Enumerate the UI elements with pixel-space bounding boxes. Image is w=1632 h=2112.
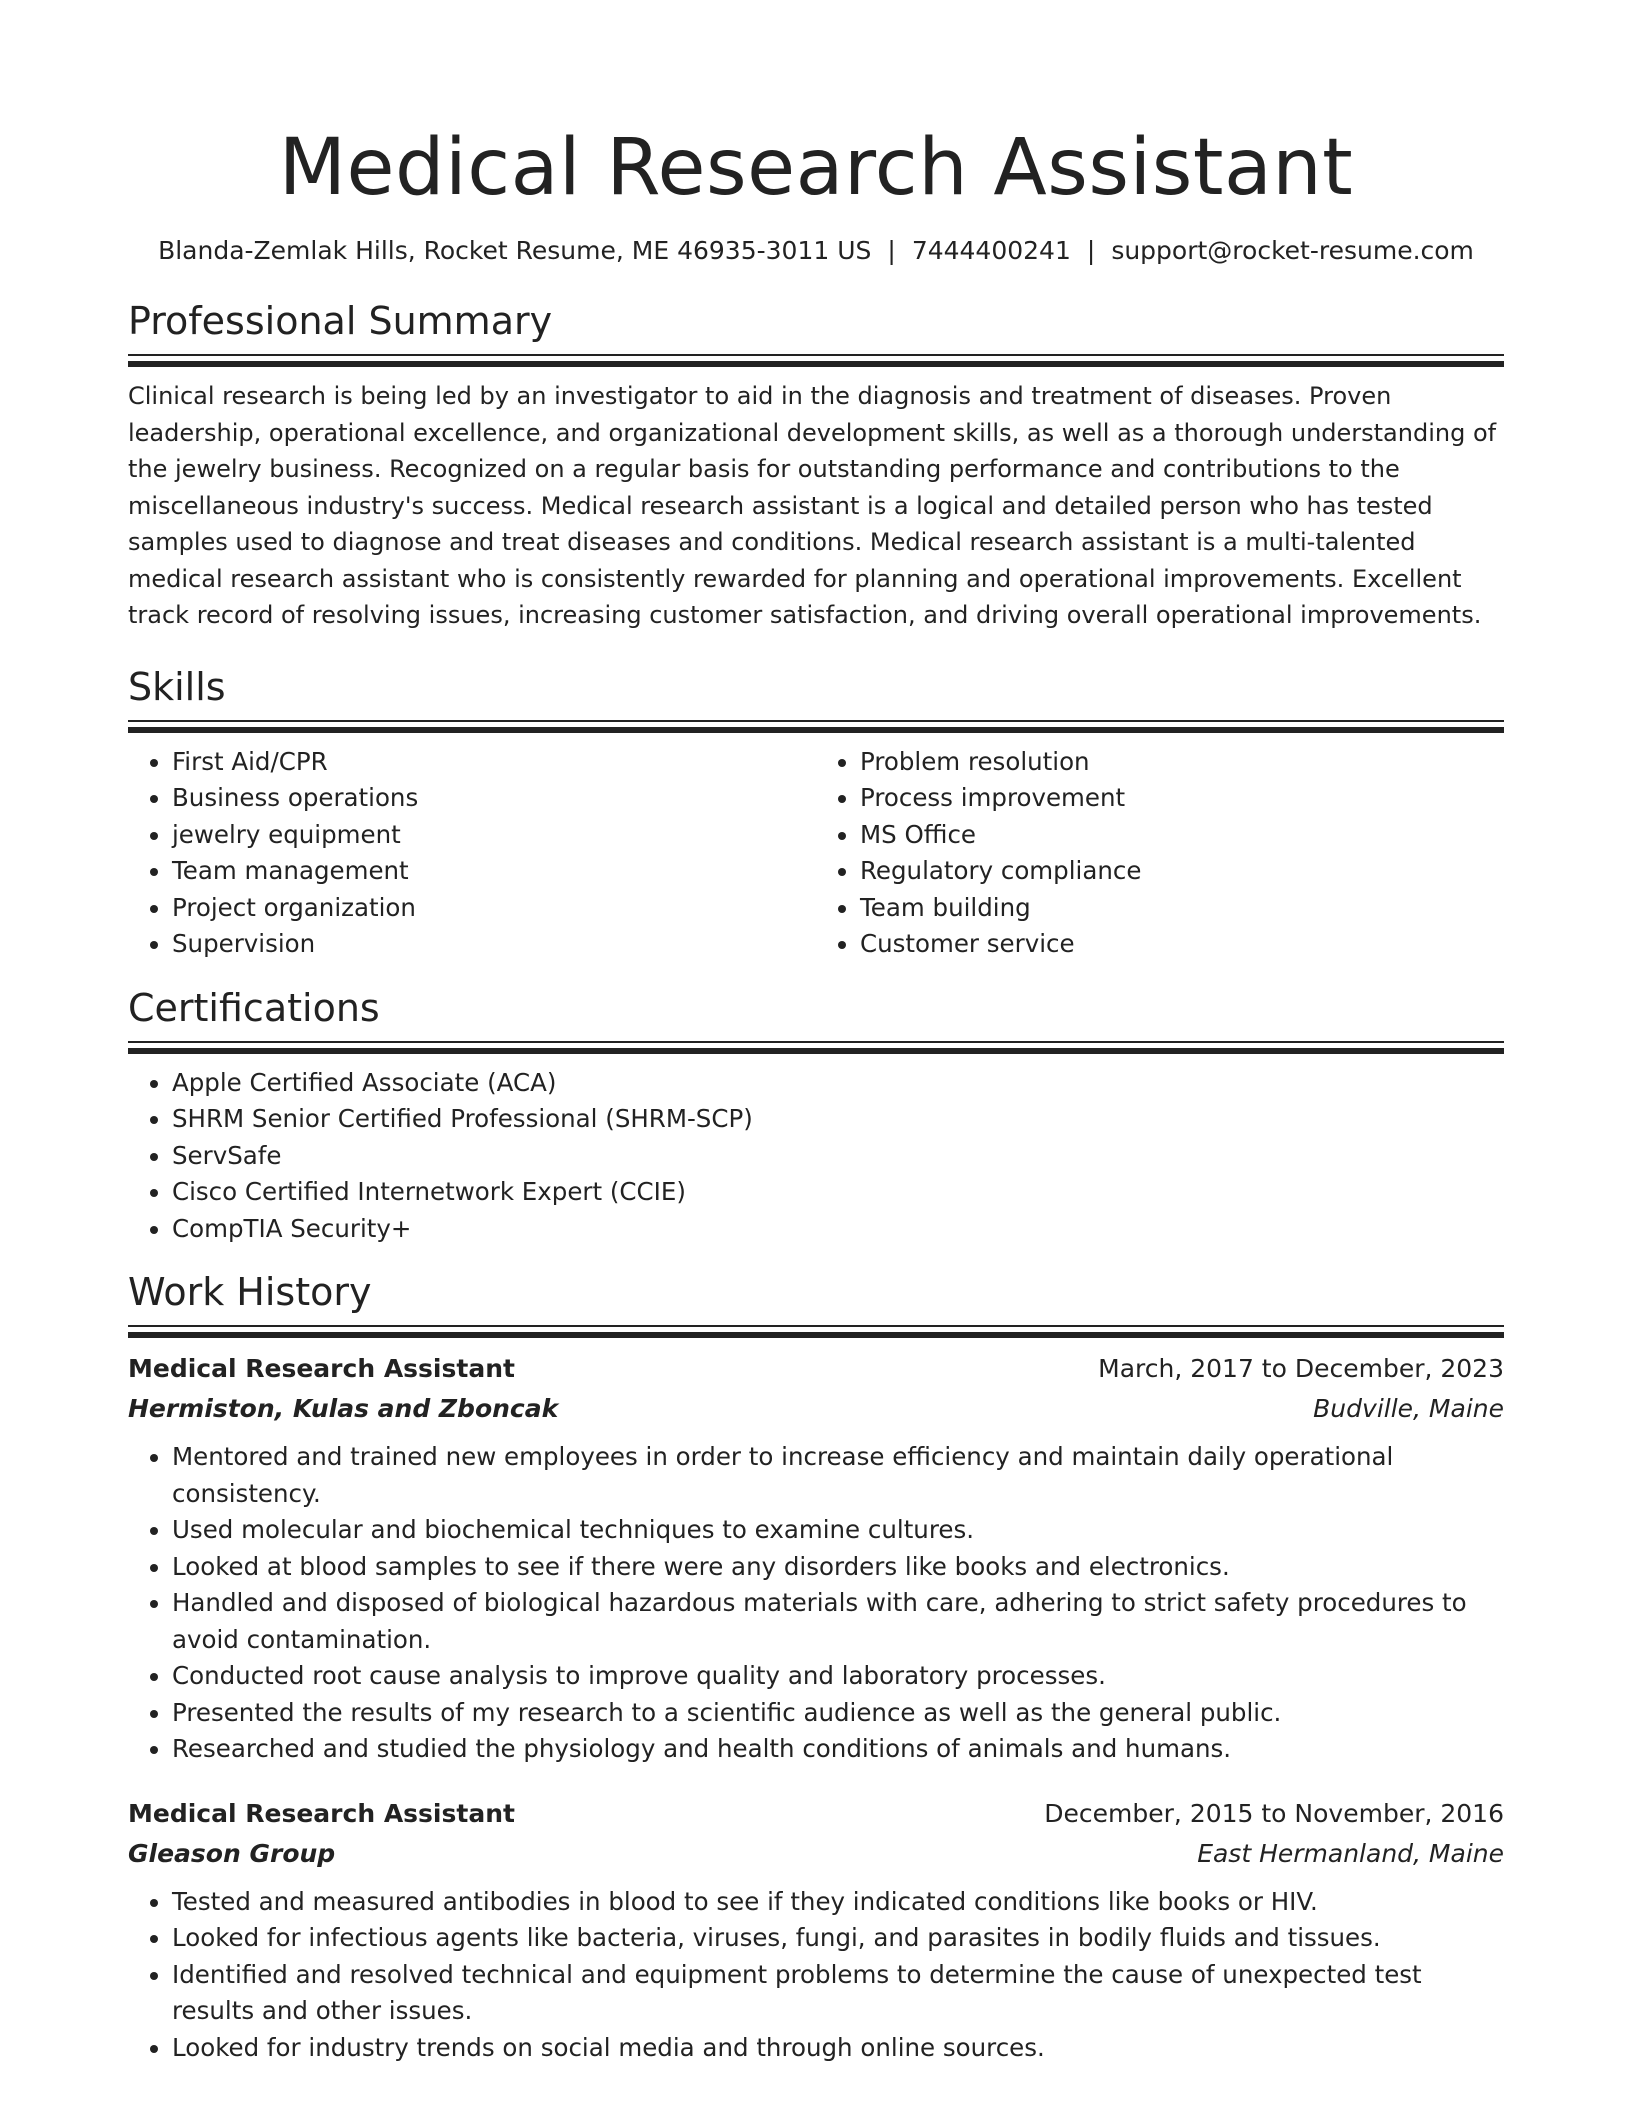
section-divider [128,1325,1504,1337]
skill-item: • MS Office [860,817,1504,854]
job-bullet: • Looked for industry trends on social media and through online sources. [172,2030,1504,2067]
skill-item: • Supervision [172,926,816,963]
summary-text: Clinical research is being led by an investigator to aid in the diagnosis and treatment of diseases. Proven leadership, operational excellence, and organizational development skills, as well as a thorough understanding of the jewelry business. Recognized on a regular basis for outstanding performance and contributions to the miscellaneous industry's success. Medical research assistant is a logical and detailed person who has tested samples used to diagnose and treat diseases and conditions. Medical research assistant is a multi-talented medical research assistant who is consistently rewarded for planning and operational improvements. Excellent track record of resolving issues, increasing customer satisfaction, and driving overall operational improvements. [128,382,1497,629]
summary-section [128,298,1504,634]
certification-item: • ServSafe [172,1138,1504,1175]
job-bullet: • Looked at blood samples to see if there were any disorders like books and electronics. [172,1549,1504,1586]
section-divider [128,1041,1504,1053]
skill-item: • Customer service [860,926,1504,963]
resume-title: Medical Research Assistant [278,123,1354,213]
skill-item: • First Aid/CPR [172,744,816,781]
job-location: Budville, Maine [1313,1394,1504,1423]
skill-item: • Problem resolution [860,744,1504,781]
job-company: Hermiston, Kulas and Zboncak [128,1394,559,1423]
job-bullet: • Researched and studied the physiology and health conditions of animals and humans. [172,1731,1504,1768]
job-bullet: • Identified and resolved technical and equipment problems to determine the cause of unexpected test results and other issues. [172,1957,1504,2030]
skills-list-right [816,744,1504,963]
job-bullets [128,1884,1504,2067]
skill-item: • Team management [172,853,816,890]
job-header [128,1794,1504,1834]
job-header [128,1349,1504,1389]
skills-section [128,664,1504,963]
section-heading-work-history: Work History [128,1270,372,1314]
job-entry [128,1349,1504,1768]
job-entry [128,1794,1504,2067]
certification-item: • Apple Certified Associate (ACA) [172,1065,1504,1102]
resume-page [128,0,1504,2066]
skill-item: • jewelry equipment [172,817,816,854]
certification-item: • SHRM Senior Certified Professional (SHRM-SCP) [172,1101,1504,1138]
skill-item: • Team building [860,890,1504,927]
job-subheader [128,1834,1504,1874]
skill-item: • Project organization [172,890,816,927]
job-dates: March, 2017 to December, 2023 [1098,1354,1504,1383]
certification-item: • CompTIA Security+ [172,1211,1504,1248]
skills-columns [128,744,1504,963]
skill-item: • Regulatory compliance [860,853,1504,890]
contact-line [128,234,1504,268]
job-bullet: • Tested and measured antibodies in blood to see if they indicated conditions like books or HIV. [172,1884,1504,1921]
section-heading-certifications: Certifications [128,985,380,1030]
section-divider [128,354,1504,366]
job-bullet: • Presented the results of my research to a scientific audience as well as the general public. [172,1695,1504,1732]
job-bullet: • Looked for infectious agents like bacteria, viruses, fungi, and parasites in bodily fluids and tissues. [172,1920,1504,1957]
section-heading-summary: Professional Summary [128,299,553,343]
certifications-list [128,1065,1504,1248]
job-bullets [128,1439,1504,1768]
work-history-section [128,1269,1504,2066]
job-dates: December, 2015 to November, 2016 [1044,1798,1504,1828]
contact-email: support@rocket-resume.com [1111,236,1474,265]
contact-separator: | [887,236,896,265]
contact-phone: 7444400241 [911,236,1071,265]
job-company: Gleason Group [128,1838,336,1868]
certifications-section [128,985,1504,1248]
contact-separator: | [1086,236,1096,265]
contact-address: Blanda-Zemlak Hills, Rocket Resume, ME 46935-3011 US [158,236,872,265]
section-divider [128,720,1504,732]
skill-item: • Business operations [172,780,816,817]
skills-list-left [128,744,816,963]
job-bullet: • Conducted root cause analysis to improve quality and laboratory processes. [172,1658,1504,1695]
job-title: Medical Research Assistant [128,1798,515,1828]
certification-item: • Cisco Certified Internetwork Expert (CCIE) [172,1174,1504,1211]
job-title: Medical Research Assistant [128,1354,515,1383]
job-location: East Hermanland, Maine [1197,1838,1504,1868]
section-heading-skills: Skills [128,664,226,709]
job-bullet: • Handled and disposed of biological hazardous materials with care, adhering to strict safety procedures to avoid contamination. [172,1585,1504,1658]
job-bullet: • Mentored and trained new employees in order to increase efficiency and maintain daily operational consistency. [172,1439,1504,1512]
job-subheader [128,1389,1504,1429]
skill-item: • Process improvement [860,780,1504,817]
job-bullet: • Used molecular and biochemical techniques to examine cultures. [172,1512,1504,1549]
